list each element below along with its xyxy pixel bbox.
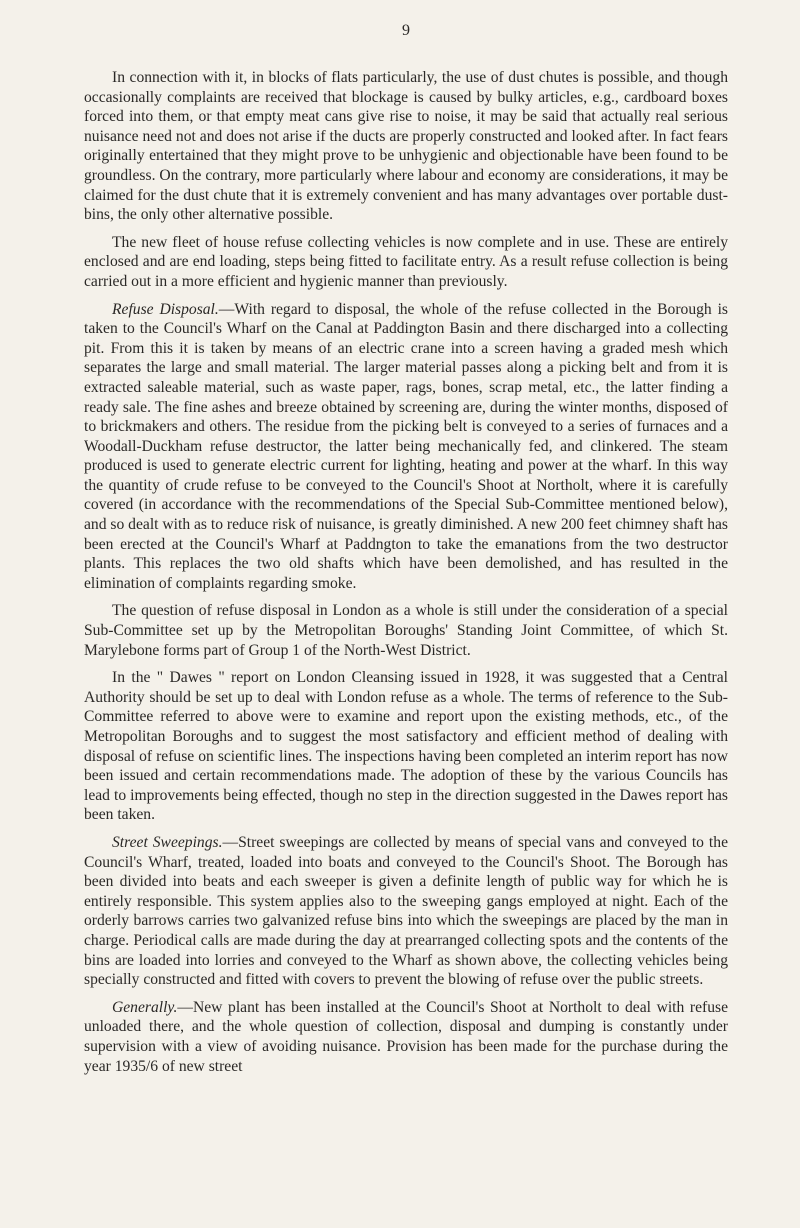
paragraph-dust-chutes bbox=[84, 68, 728, 225]
paragraph-text: In connection with it, in blocks of flats particularly, the use of dust chutes is possible, and though occasionally complaints are received that blockage is caused by bulky articles, e.g., cardboard boxes forced into them, or that empty meat cans give rise to noise, it may be said that actually real serious nuisance need not and does not arise if the ducts are properly constructed and looked after. In fact fears originally entertained that they might prove to be unhygienic and objectionable have been found to be groundless. On the contrary, more particularly where labour and economy are considerations, it may be claimed for the dust chute that it is extremely convenient and has many advantages over portable dust-bins, the only other alternative possible. bbox=[84, 69, 728, 224]
paragraph-street-sweepings bbox=[84, 833, 728, 990]
paragraph-generally bbox=[84, 998, 728, 1076]
paragraph-text: The new fleet of house refuse collecting vehicles is now complete and in use. These are entirely enclosed and are end loading, steps being fitted to facilitate entry. As a result refuse collection is being carried out in a more efficient and hygienic manner than previously. bbox=[84, 233, 728, 290]
paragraph-text: —New plant has been installed at the Council's Shoot at Northolt to deal with refuse unloaded there, and the whole question of collection, disposal and dumping is constantly under supervision with a view of avoiding nuisance. Provision has been made for the purchase during the year 1935/6 of new street bbox=[84, 998, 728, 1075]
page-number: 9 bbox=[402, 22, 410, 39]
paragraph-sub-committee bbox=[84, 601, 728, 660]
paragraph-refuse-disposal bbox=[84, 300, 728, 594]
section-heading-refuse-disposal: Refuse Disposal. bbox=[112, 300, 219, 318]
paragraph-text: The question of refuse disposal in London as a whole is still under the consideration of a special Sub-Committee set up by the Metropolitan Boroughs' Standing Joint Committee, of which St. Marylebone forms part of Group 1 of the North-West District. bbox=[84, 602, 728, 659]
paragraph-text: In the " Dawes " report on London Cleansing issued in 1928, it was suggested that a Central Authority should be set up to deal with London refuse as a whole. The terms of reference to the Sub-Committee referred to above were to examine and report upon the existing methods, etc., of the Metropolitan Boroughs and to suggest the most satisfactory and efficient method of dealing with disposal of refuse on scientific lines. The inspections having been completed an interim report has now been issued and certain recommendations made. The adoption of these by the various Councils has lead to improvements being effected, though no step in the direction suggested in the Dawes report has been taken. bbox=[84, 669, 728, 824]
section-heading-generally: Generally. bbox=[112, 998, 178, 1016]
paragraph-refuse-vehicles bbox=[84, 233, 728, 292]
paragraph-text: —With regard to disposal, the whole of the refuse collected in the Borough is taken to the Council's Wharf on the Canal at Paddington Basin and there discharged into a collecting pit. From this it is taken by means of an electric crane into a screen having a graded mesh which separates the large and small material. The larger material passes along a picking belt and from it is extracted saleable material, such as waste paper, rags, bones, scrap metal, etc., the latter finding a ready sale. The fine ashes and breeze obtained by screening are, during the winter months, disposed of to brickmakers and others. The residue from the picking belt is conveyed to a series of furnaces and a Woodall-Duckham refuse destructor, the latter being mechanically fed, and clinkered. The steam produced is used to generate electric current for lighting, heating and power at the wharf. In this way the quantity of crude refuse to be conveyed to the Council's Shoot at Northolt, where it is carefully covered (in accordance with the recommendations of the Special Sub-Committee mentioned below), and so dealt with as to reduce risk of nuisance, is greatly diminished. A new 200 feet chimney shaft has been erected at the Council's Wharf at Paddngton to take the emanations from the two destructor plants. This replaces the two old shafts which have been demolished, and has resulted in the elimination of complaints regarding smoke. bbox=[84, 300, 728, 592]
section-heading-street-sweepings: Street Sweepings. bbox=[112, 833, 223, 851]
paragraph-dawes-report bbox=[84, 668, 728, 825]
paragraph-text: —Street sweepings are collected by means of special vans and conveyed to the Council's Wharf, treated, loaded into boats and conveyed to the Council's Shoot. The Borough has been divided into beats and each sweeper is given a definite length of public way for which he is entirely responsible. This system applies also to the sweeping gangs employed at night. Each of the orderly barrows carries two galvanized refuse bins into which the sweepings are placed by the man in charge. Periodical calls are made during the day at prearranged collecting spots and the contents of the bins are loaded into lorries and conveyed to the Wharf as shown above, the collecting vehicles being specially constructed and fitted with covers to prevent the blowing of refuse over the public streets. bbox=[84, 833, 728, 989]
